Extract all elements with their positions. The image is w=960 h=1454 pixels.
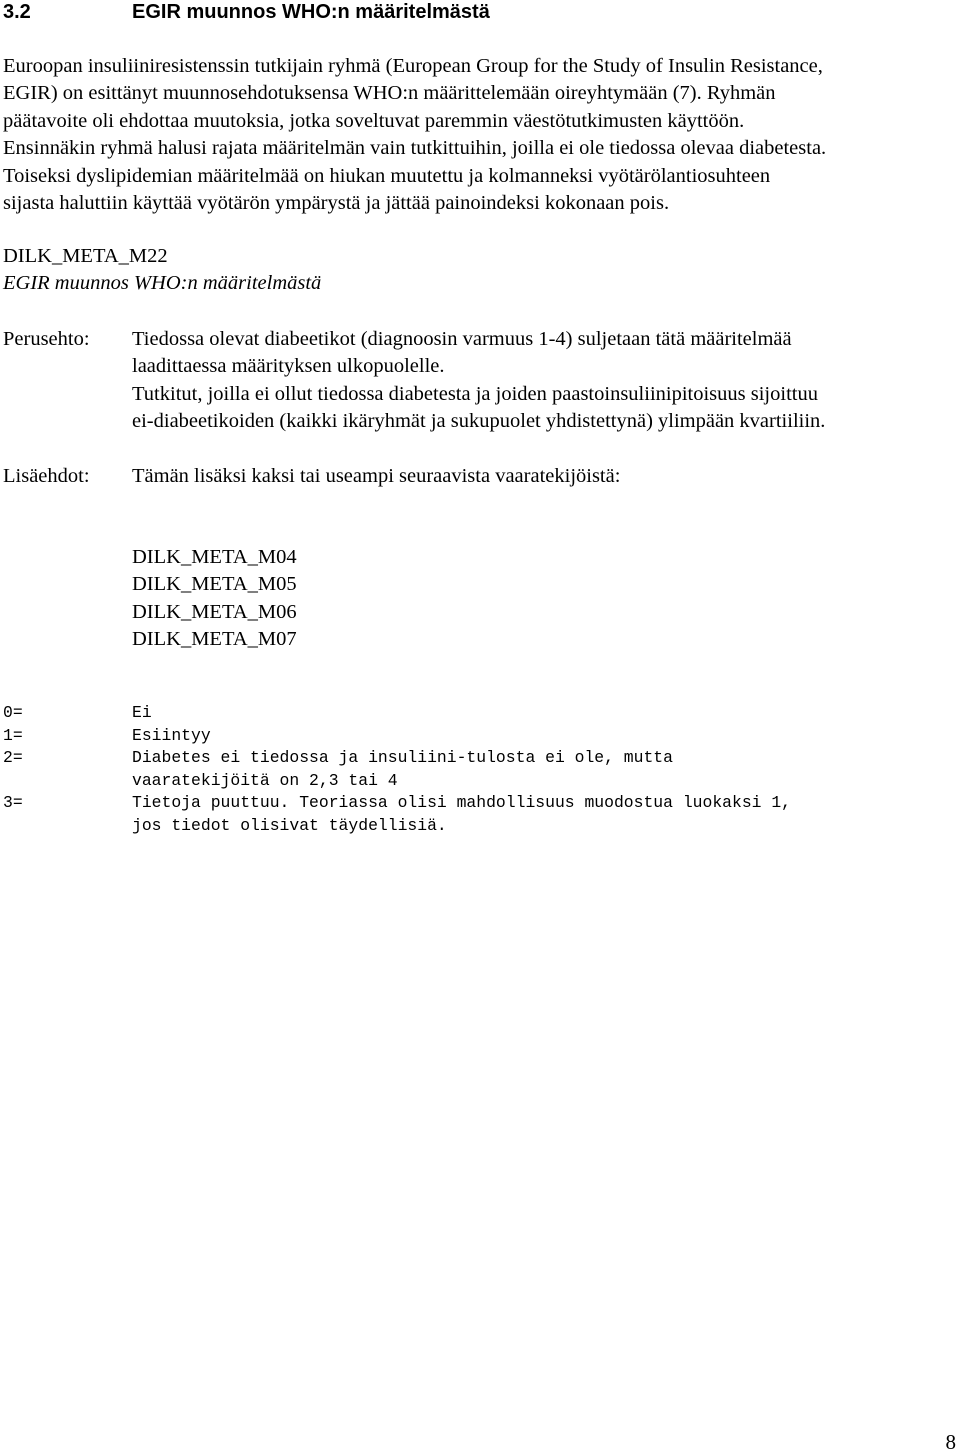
criteria-item: DILK_META_M07	[132, 628, 297, 651]
value-code-line: jos tiedot olisivat täydellisiä.	[132, 815, 447, 835]
perusehto-text	[132, 326, 958, 436]
intro-line: päätavoite oli ehdottaa muutoksia, jotka soveltuvat paremmin väestötutkimusten käyttöön.	[3, 109, 745, 132]
intro-line: Toiseksi dyslipidemian määritelmää on hiukan muutettu ja kolmanneksi vyötärölantiosuhteen	[3, 164, 771, 187]
perusehto-label: Perusehto:	[3, 328, 90, 350]
value-code-line: Diabetes ei tiedossa ja insuliini-tulosta ei ole, mutta	[132, 748, 673, 767]
value-code-line: Esiintyy	[132, 725, 211, 745]
value-code-label	[132, 725, 211, 748]
perusehto-line: Tiedossa olevat diabeetikot (diagnoosin varmuus 1-4) suljetaan tätä määritelmää	[132, 328, 792, 350]
lisaehdot-text: Tämän lisäksi kaksi tai useampi seuraavista vaaratekijöistä:	[132, 465, 621, 487]
intro-line: EGIR) on esittänyt muunnosehdotuksensa WHO:n määrittelemään oireyhtymään (7). Ryhmän	[3, 82, 776, 105]
lisaehdot-label: Lisäehdot:	[3, 465, 90, 487]
intro-line: sijasta haluttiin käyttää vyötärön ympärystä ja jättää painoindeksi kokonaan pois.	[3, 192, 670, 215]
value-code-label	[132, 702, 152, 725]
variable-code: DILK_META_M22	[3, 245, 168, 267]
value-code-line: Ei	[132, 703, 152, 722]
value-codes	[3, 702, 791, 837]
intro-line: Euroopan insuliiniresistenssin tutkijain ryhmä (European Group for the Study of Insulin Resistance,	[3, 55, 823, 77]
criteria-item: DILK_META_M04	[132, 546, 297, 568]
section-number: 3.2	[3, 1, 31, 23]
value-code-row	[3, 792, 791, 837]
value-code-key: 3=	[3, 793, 23, 812]
criteria-list	[132, 544, 297, 654]
perusehto-line: Tutkitut, joilla ei ollut tiedossa diabetesta ja joiden paastoinsuliinipitoisuus sijoittuu	[132, 382, 818, 405]
value-code-key: 0=	[3, 703, 23, 722]
intro-paragraph	[3, 53, 958, 217]
value-code-line: vaaratekijöitä on 2,3 tai 4	[132, 770, 398, 790]
variable-name: EGIR muunnos WHO:n määritelmästä	[3, 272, 322, 294]
perusehto-line: laadittaessa määrityksen ulkopuolelle.	[132, 355, 445, 378]
section-title: EGIR muunnos WHO:n määritelmästä	[132, 1, 490, 23]
value-code-key: 2=	[3, 748, 23, 767]
value-code-label	[132, 747, 673, 792]
perusehto-line: ei-diabeetikoiden (kaikki ikäryhmät ja sukupuolet yhdistettynä) ylimpään kvartiiliin.	[132, 410, 826, 433]
value-code-label	[132, 792, 791, 837]
criteria-item: DILK_META_M05	[132, 573, 297, 596]
intro-line: Ensinnäkin ryhmä halusi rajata määritelmän vain tutkittuihin, joilla ei ole tiedossa olevaa diabetesta.	[3, 137, 827, 160]
value-code-line: Tietoja puuttuu. Teoriassa olisi mahdollisuus muodostua luokaksi 1,	[132, 793, 792, 812]
value-code-row	[3, 747, 791, 792]
value-code-row	[3, 702, 791, 725]
value-code-row	[3, 725, 791, 748]
criteria-item: DILK_META_M06	[132, 600, 297, 623]
page-number: 8	[945, 1430, 956, 1454]
value-code-key: 1=	[3, 725, 23, 745]
